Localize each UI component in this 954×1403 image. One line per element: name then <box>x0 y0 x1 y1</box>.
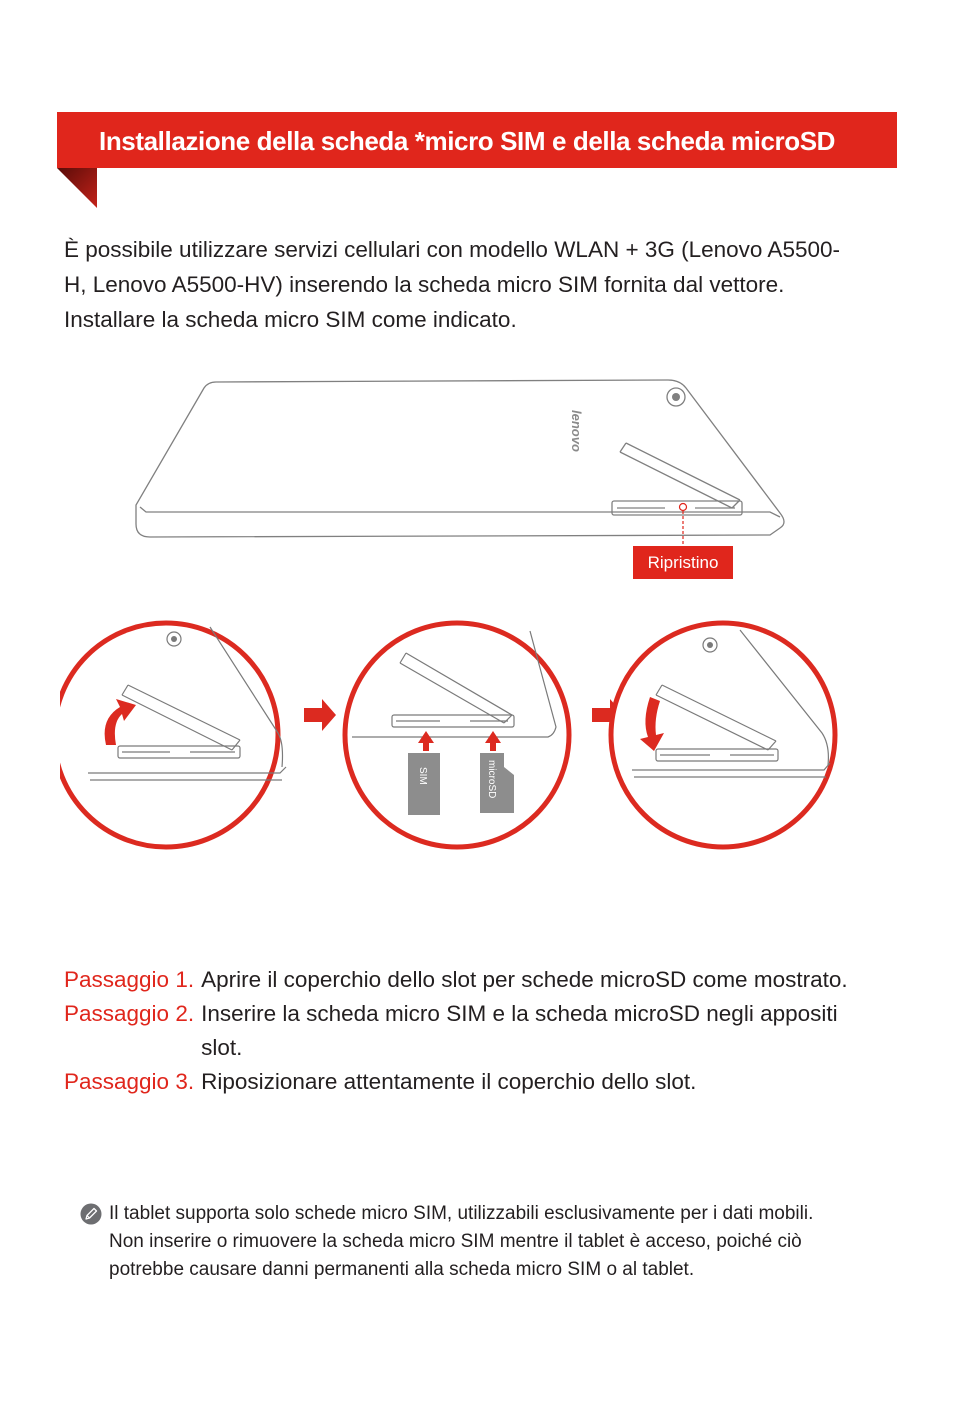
step-item <box>64 963 864 997</box>
pencil-icon <box>80 1203 102 1225</box>
step-item <box>64 997 864 1065</box>
note-text-1: Il tablet supporta solo schede micro SIM, utilizzabili esclusivamente per i dati mobili. <box>109 1203 814 1224</box>
step-text: Riposizionare attentamente il coperchio dello slot. <box>201 1069 697 1094</box>
reset-label: Ripristino <box>647 553 719 572</box>
steps-illustration <box>60 615 850 855</box>
step3-zoom-circle <box>611 623 835 847</box>
step-label: Passaggio 3. <box>64 1069 195 1094</box>
brand-logo: lenovo <box>569 410 584 452</box>
page-title: Installazione della scheda *micro SIM e della scheda microSD <box>99 126 836 156</box>
tablet-back-illustration <box>120 370 800 585</box>
step-item <box>64 1065 864 1099</box>
intro-paragraph: È possibile utilizzare servizi cellulari con modello WLAN + 3G (Lenovo A5500-H, Lenovo A5500-HV) inserendo la scheda micro SIM fornita dal vettore. Installare la scheda micro SIM come indicato. <box>64 237 840 332</box>
step-label: Passaggio 1. <box>64 967 195 992</box>
step-label: Passaggio 2. <box>64 1001 195 1026</box>
banner-fold-corner <box>57 168 97 208</box>
steps-list <box>64 963 864 1099</box>
step2-zoom-circle <box>345 623 569 847</box>
step-text: Aprire il coperchio dello slot per schede microSD come mostrato. <box>201 967 848 992</box>
step-text: Inserire la scheda micro SIM e la scheda microSD negli appositi slot. <box>201 1001 838 1060</box>
note-text-2: Non inserire o rimuovere la scheda micro SIM mentre il tablet è acceso, poiché ciò potrebbe causare danni permanenti alla scheda micro SIM o al tablet. <box>109 1231 802 1280</box>
microsd-card-label: microSD <box>486 760 497 799</box>
section-banner <box>57 112 897 168</box>
step1-zoom-circle <box>60 623 286 847</box>
sim-card-label: SIM <box>417 767 428 785</box>
right-arrow-icon <box>304 699 336 731</box>
